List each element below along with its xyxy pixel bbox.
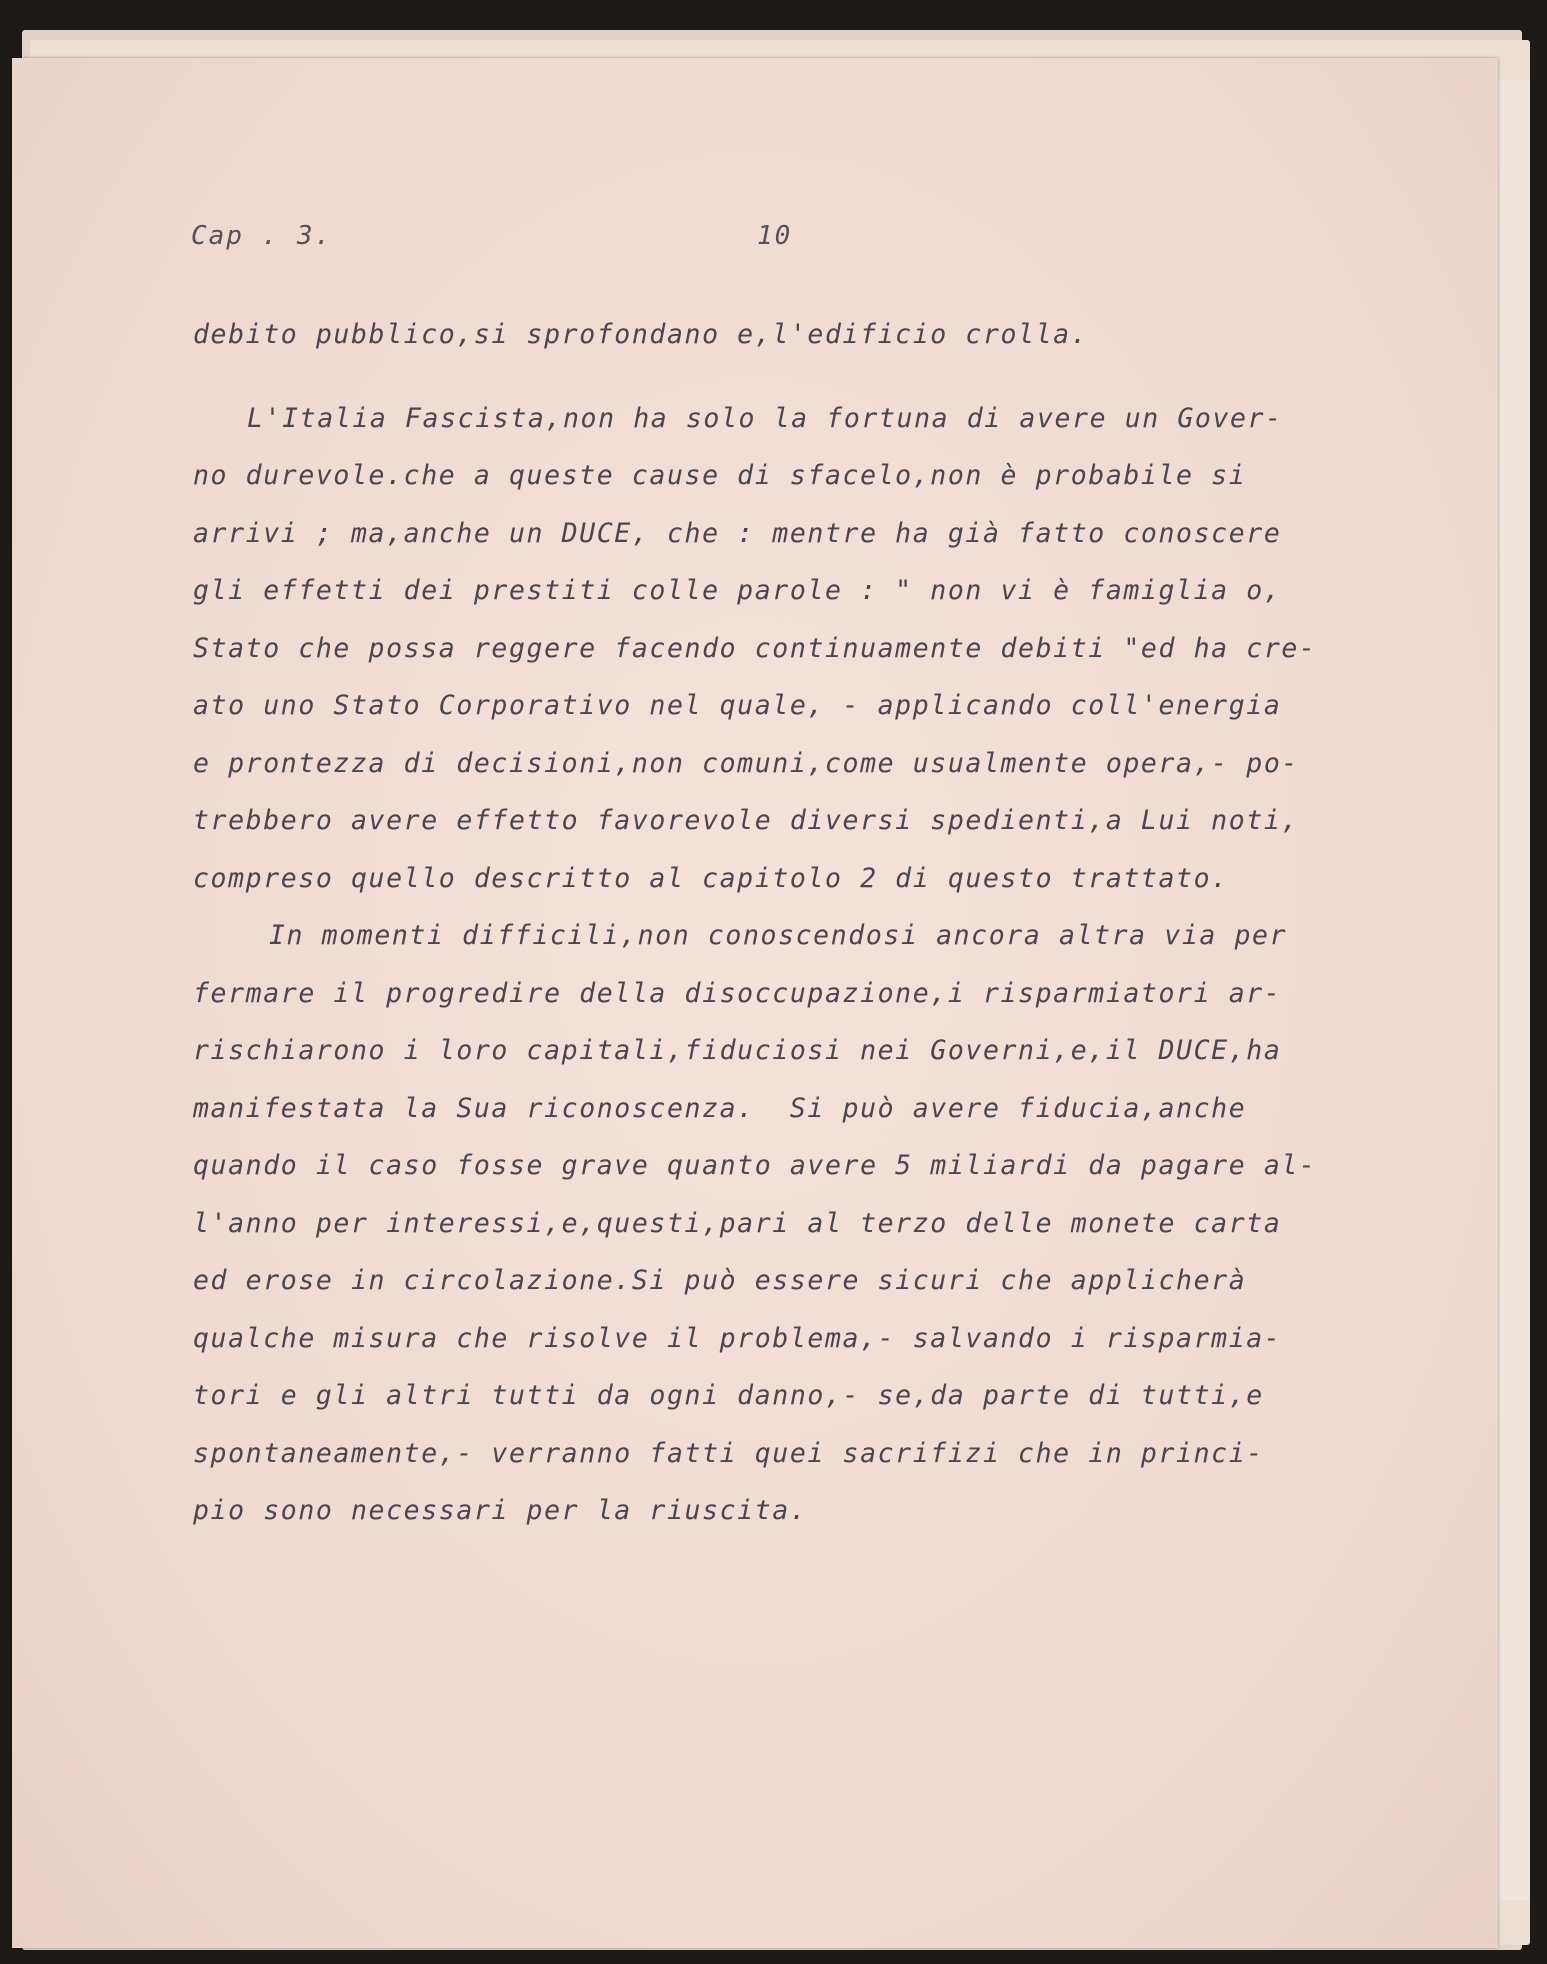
- text-line: compreso quello descritto al capitolo 2 di questo trattato.: [193, 862, 1229, 894]
- text-line: gli effetti dei prestiti colle parole : " non vi è famiglia o,: [193, 575, 1282, 606]
- page-number: 10: [757, 221, 793, 251]
- text-line: quando il caso fosse grave quanto avere 5 miliardi da pagare al-: [193, 1150, 1317, 1181]
- text-line: ato uno Stato Corporativo nel quale, - applicando coll'energia: [193, 690, 1282, 721]
- text-line: arrivi ; ma,anche un DUCE, che : mentre ha già fatto conoscere: [193, 517, 1282, 549]
- body-text: [193, 306, 1423, 1540]
- text-line: Stato che possa reggere facendo continuamente debiti "ed ha cre-: [193, 632, 1317, 664]
- text-line: ed erose in circolazione.Si può essere sicuri che applicherà: [193, 1265, 1247, 1296]
- text-line: e prontezza di decisioni,non comuni,come usualmente opera,- po-: [193, 747, 1299, 779]
- text-line: l'anno per interessi,e,questi,pari al terzo delle monete carta: [193, 1207, 1282, 1239]
- text-line: debito pubblico,si sprofondano e,l'edificio crolla.: [193, 319, 1089, 350]
- chapter-label: Cap . 3.: [191, 221, 333, 251]
- document-page: [12, 58, 1498, 1948]
- text-line: pio sono necessari per la riuscita.: [193, 1495, 808, 1526]
- text-line: trebbero avere effetto favorevole diversi spedienti,a Lui noti,: [193, 805, 1299, 836]
- text-line: L'Italia Fascista,non ha solo la fortuna di avere un Gover-: [247, 402, 1283, 434]
- text-line: fermare il progredire della disoccupazione,i risparmiatori ar-: [193, 977, 1282, 1009]
- text-line: manifestata la Sua riconoscenza. Si può avere fiducia,anche: [193, 1092, 1247, 1124]
- text-line: qualche misura che risolve il problema,- salvando i risparmia-: [193, 1322, 1282, 1354]
- paragraph-gap: [193, 364, 1423, 390]
- text-line: In momenti difficili,non conoscendosi ancora altra via per: [269, 920, 1288, 951]
- text-line: rischiarono i loro capitali,fiduciosi nei Governi,e,il DUCE,ha: [193, 1035, 1282, 1066]
- text-line: spontaneamente,- verranno fatti quei sacrifizi che in princi-: [193, 1437, 1264, 1469]
- page-header: [12, 221, 1498, 261]
- text-line: no durevole.che a queste cause di sfacelo,non è probabile si: [193, 460, 1247, 491]
- text-line: tori e gli altri tutti da ogni danno,- se,da parte di tutti,e: [193, 1380, 1264, 1411]
